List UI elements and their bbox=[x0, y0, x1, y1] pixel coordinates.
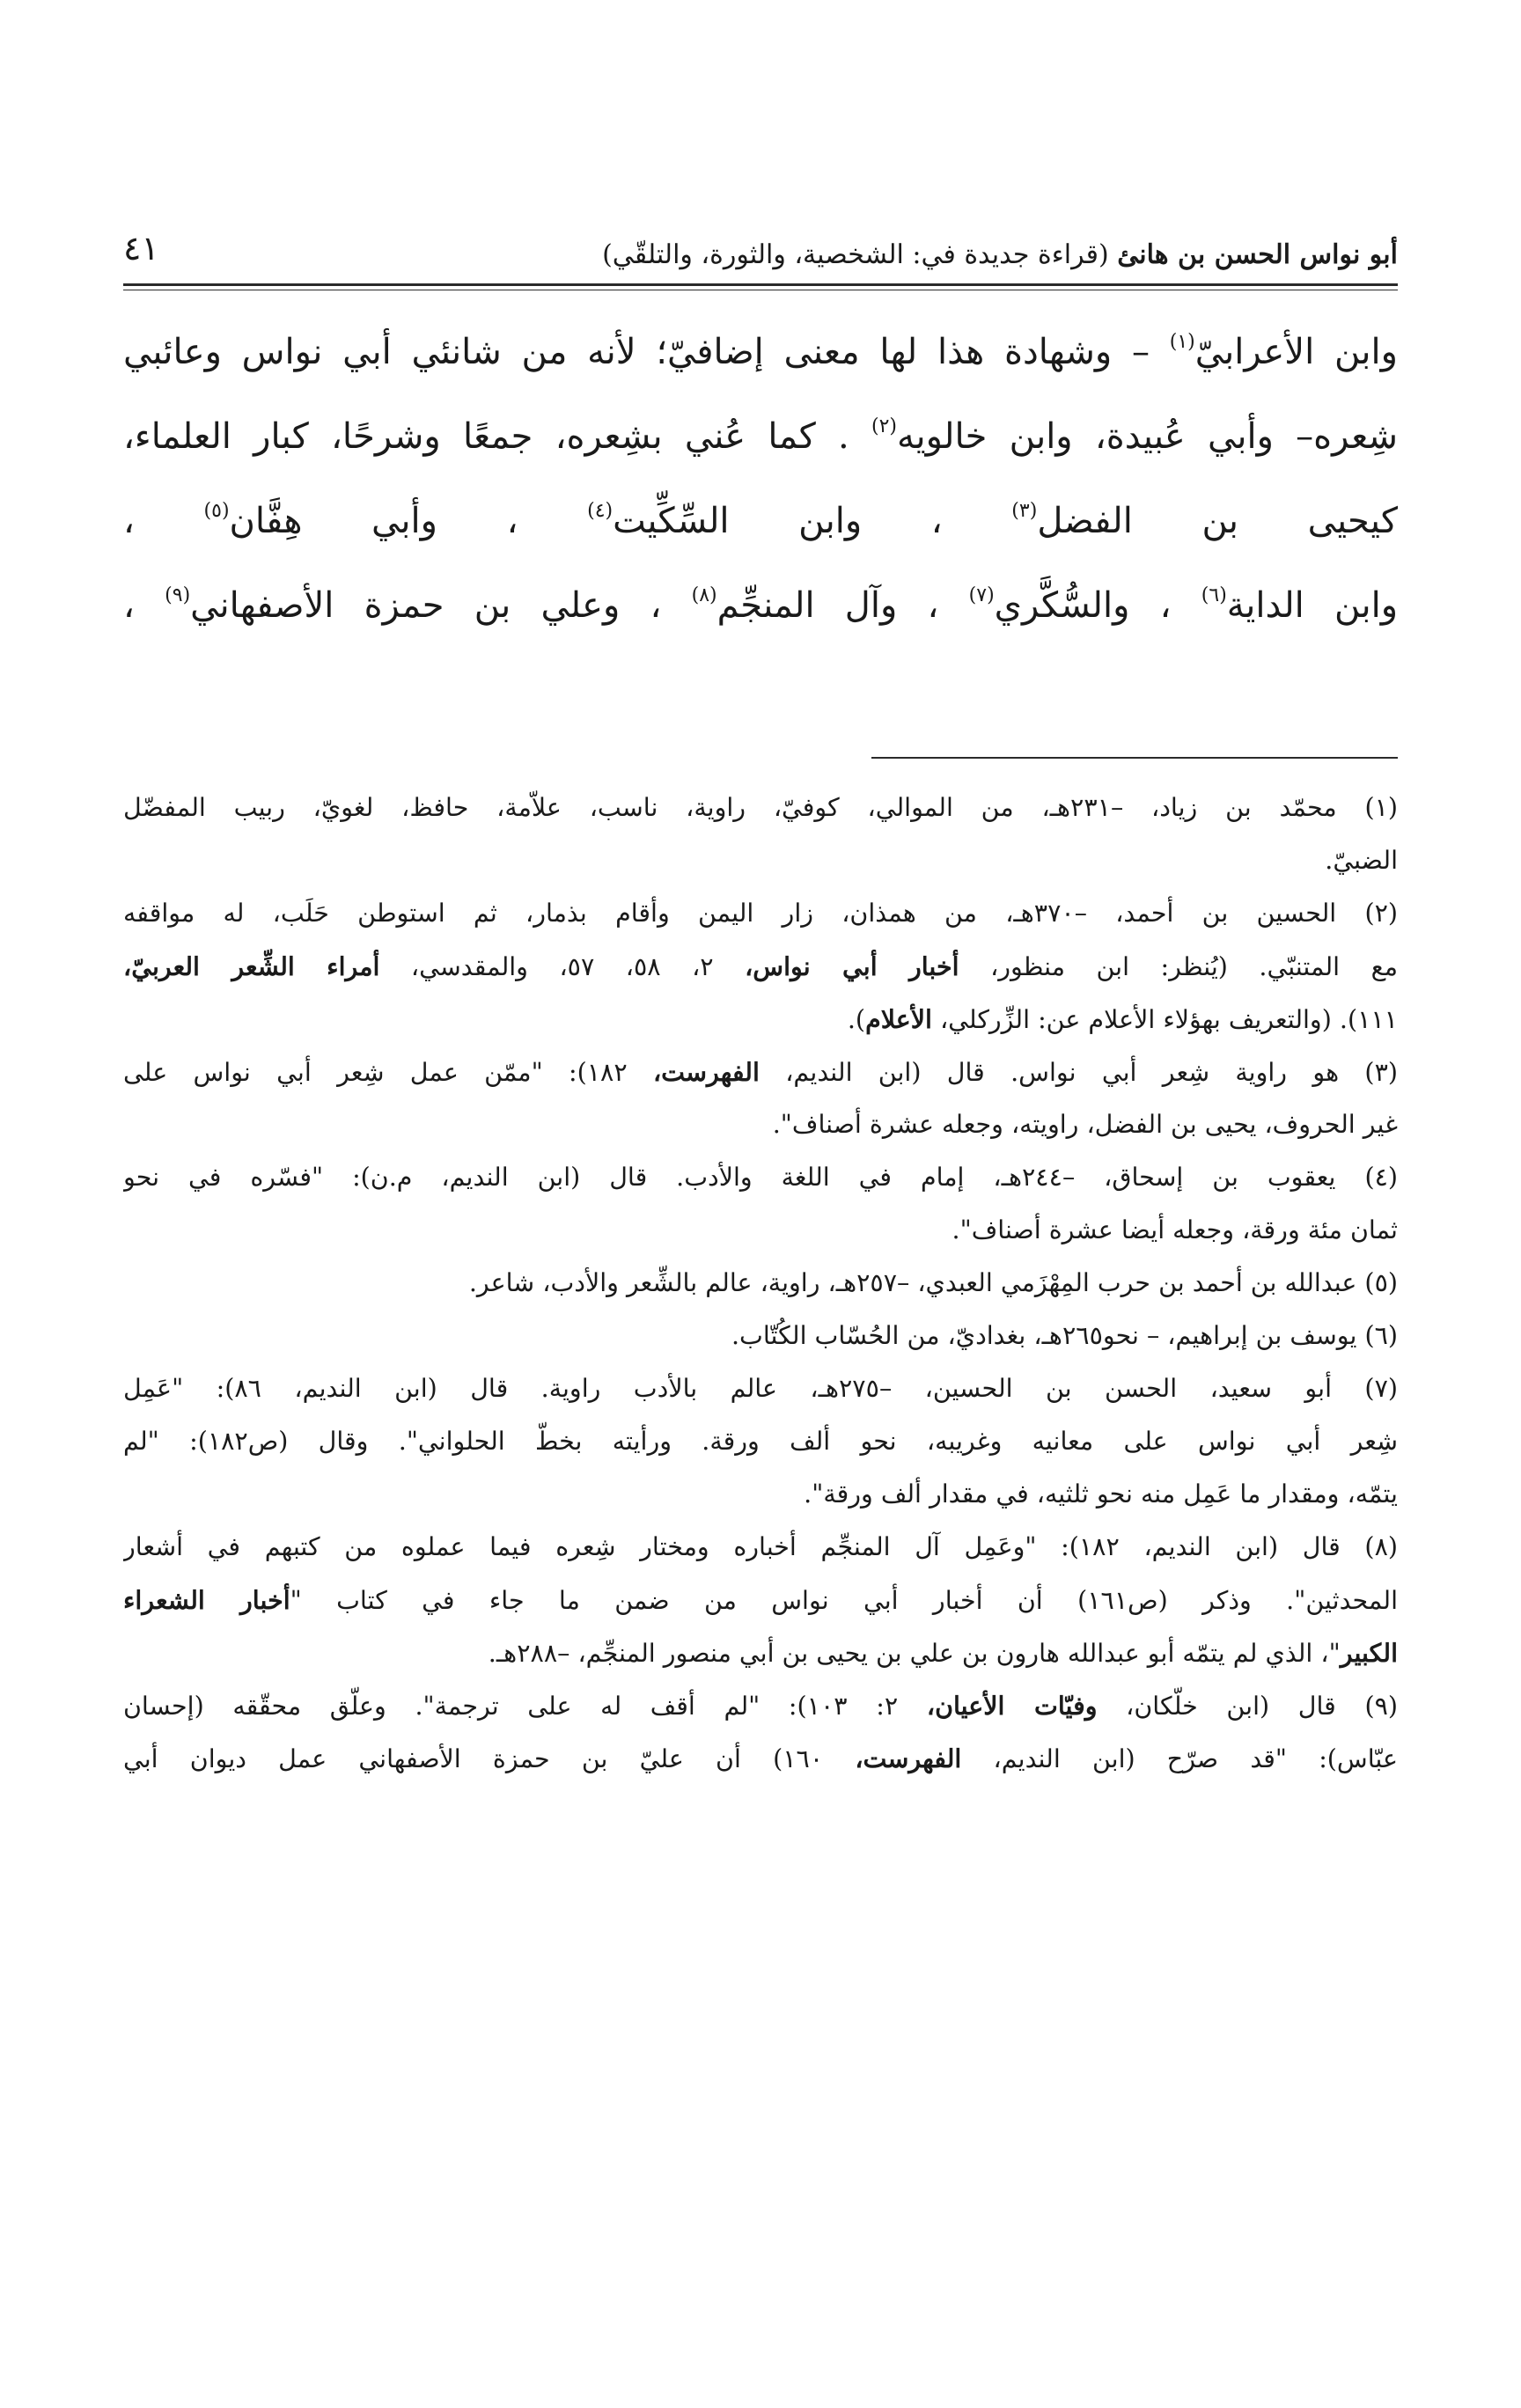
page-number: ٤١ bbox=[123, 229, 159, 268]
bold-book-title: الفهرست، bbox=[855, 1744, 962, 1773]
text-run: "، الذي لم يتمّه أبو عبدالله هارون بن علي بن يحيى بن أبي منصور المنجِّم، –٢٨٨هـ. bbox=[488, 1639, 1341, 1668]
text-run: ، bbox=[123, 585, 165, 626]
text-run: ، bbox=[123, 501, 204, 541]
footnote-marker: (٧) bbox=[968, 584, 995, 606]
bold-book-title: أخبار الشعراء bbox=[123, 1585, 290, 1615]
text-run: ، والسُّكَّري bbox=[994, 585, 1201, 626]
text-run: (٣) هو راوية شِعر أبي نواس. قال (ابن النديم، bbox=[759, 1058, 1398, 1087]
text-run: (٢) الحسين بن أحمد، –٣٧٠هـ، من همذان، زار اليمن وأقام بذمار، ثم استوطن حَلَب، له مواقفه bbox=[123, 899, 1398, 928]
header-title bbox=[602, 238, 1398, 273]
text-run: ثمان مئة ورقة، وجعله أيضا عشرة أصناف". bbox=[952, 1215, 1398, 1244]
footnote-line bbox=[123, 1626, 1398, 1679]
footnote-line bbox=[123, 1046, 1398, 1098]
footnote-line bbox=[123, 993, 1398, 1046]
text-run: شِعر أبي نواس على معانيه وغريبه، نحو ألف ورقة. ورأيته بخطّ الحلواني". وقال (ص١٨٢): "لم bbox=[123, 1427, 1398, 1456]
text-run: ، وابن السِّكِّيت bbox=[613, 501, 1012, 541]
text-run: (٨) قال (ابن النديم، ١٨٢): "وعَمِل آل المنجِّم أخباره ومختار شِعره فيما عملوه من كتبهم في أشعار bbox=[123, 1532, 1398, 1561]
bold-book-title: أمراء الشِّعر العربيّ، bbox=[123, 951, 380, 981]
text-run: . كما عُني بشِعره، جمعًا وشرحًا، كبار العلماء، bbox=[123, 416, 871, 457]
text-run: الضبيّ. bbox=[1325, 846, 1398, 875]
text-run: شِعره– وأبي عُبيدة، وابن خالويه bbox=[897, 416, 1398, 457]
text-run: ١٦٠) أن عليّ بن حمزة الأصفهاني عمل ديوان أبي bbox=[123, 1744, 856, 1773]
header-title-author: أبو نواس الحسن بن هانئ bbox=[1117, 239, 1398, 270]
footnote-line bbox=[123, 1732, 1398, 1785]
footnote-line bbox=[123, 1204, 1398, 1257]
text-run: غير الحروف، يحيى بن الفضل، راويته، وجعله عشرة أصناف". bbox=[772, 1110, 1398, 1139]
text-run: وابن الداية bbox=[1226, 585, 1398, 626]
footnote-marker: (٨) bbox=[691, 584, 717, 606]
bold-book-title: الفهرست، bbox=[652, 1057, 760, 1087]
footnote-line bbox=[123, 1574, 1398, 1626]
footnote-line bbox=[123, 887, 1398, 940]
footnote-marker: (١) bbox=[1169, 331, 1195, 353]
main-text-line bbox=[123, 394, 1398, 479]
text-run: عبّاس): "قد صرّح (ابن النديم، bbox=[961, 1744, 1398, 1773]
footnote-line bbox=[123, 1679, 1398, 1732]
text-run: ، وعلي بن حمزة الأصفهاني bbox=[190, 585, 692, 626]
text-run: ٢، ٥٨، ٥٧، والمقدسي، bbox=[379, 952, 746, 981]
bold-book-title: أخبار أبي نواس، bbox=[745, 951, 959, 981]
footnote-line bbox=[123, 1151, 1398, 1204]
footnote-line bbox=[123, 782, 1398, 834]
footnote-line bbox=[123, 1257, 1398, 1310]
text-run: ١١١). (والتعريف بهؤلاء الأعلام عن: الزِّركلي، bbox=[931, 1005, 1398, 1034]
text-run: وابن الأعرابيّ bbox=[1194, 332, 1398, 372]
footnote-line bbox=[123, 1098, 1398, 1151]
text-run: – وشهادة هذا لها معنى إضافيّ؛ لأنه من شانئي أبي نواس وعائبي bbox=[123, 332, 1170, 372]
header-double-rule bbox=[123, 283, 1398, 290]
text-run: ، وأبي هِفَّان bbox=[229, 501, 588, 541]
text-run: (١) محمّد بن زياد، –٢٣١هـ، من الموالي، كوفيّ، راوية، ناسب، علاّمة، حافظ، لغويّ، ربيب المفضّل bbox=[123, 793, 1398, 822]
footnote-line bbox=[123, 834, 1398, 887]
text-run: (٥) عبدالله بن أحمد بن حرب المِهْزَمي العبدي، –٢٥٧هـ، راوية، عالم بالشِّعر والأدب، شاعر. bbox=[468, 1268, 1398, 1297]
footnote-line bbox=[123, 1468, 1398, 1521]
text-run: (٦) يوسف بن إبراهيم، – نحو٢٦٥هـ، بغداديّ، من الحُسّاب الكُتّاب. bbox=[731, 1321, 1398, 1350]
text-run: (٩) قال (ابن خلّكان، bbox=[1097, 1692, 1398, 1721]
footnote-line bbox=[123, 1310, 1398, 1362]
footnote-separator bbox=[871, 757, 1398, 759]
text-run: ١٨٢): "ممّن عمل شِعر أبي نواس على bbox=[123, 1058, 653, 1087]
header-title-subtitle: (قراءة جديدة في: الشخصية، والثورة، والتلقّي) bbox=[602, 239, 1118, 270]
text-run: ). bbox=[847, 1005, 866, 1034]
bold-book-title: الأعلام bbox=[865, 1004, 932, 1034]
main-text-line bbox=[123, 563, 1398, 648]
text-run: ، وآل المنجِّم bbox=[716, 585, 969, 626]
footnote-line bbox=[123, 940, 1398, 993]
footnote-line bbox=[123, 1415, 1398, 1468]
main-text-line bbox=[123, 310, 1398, 394]
footnote-marker: (٦) bbox=[1201, 584, 1227, 606]
footnote-marker: (٣) bbox=[1011, 500, 1038, 522]
text-run: مع المتنبّي. (يُنظر: ابن منظور، bbox=[959, 952, 1398, 981]
footnote-line bbox=[123, 1521, 1398, 1574]
text-run: كيحيى بن الفضل bbox=[1037, 501, 1398, 541]
main-text-line bbox=[123, 479, 1398, 563]
text-run: ٢: ١٠٣): "لم أقف له على ترجمة". وعلّق محقّقه (إحسان bbox=[123, 1692, 927, 1721]
bold-book-title: وفيّات الأعيان، bbox=[926, 1691, 1098, 1721]
footnote-marker: (٢) bbox=[871, 415, 898, 437]
running-header bbox=[123, 227, 1398, 280]
text-run: يتمّه، ومقدار ما عَمِل منه نحو ثلثيه، في مقدار ألف ورقة". bbox=[804, 1479, 1398, 1509]
footnote-marker: (٤) bbox=[587, 500, 614, 522]
bold-book-title: الكبير bbox=[1340, 1638, 1398, 1668]
text-run: المحدثين". وذكر (ص١٦١) أن أخبار أبي نواس من ضمن ما جاء في كتاب " bbox=[290, 1586, 1398, 1615]
footnote-marker: (٥) bbox=[203, 500, 230, 522]
footnotes-block bbox=[123, 782, 1398, 1785]
main-text-block bbox=[123, 310, 1398, 648]
footnote-marker: (٩) bbox=[165, 584, 191, 606]
text-run: (٧) أبو سعيد، الحسن بن الحسين، –٢٧٥هـ، عالم بالأدب راوية. قال (ابن النديم، ٨٦): "عَمِل bbox=[123, 1374, 1398, 1403]
text-run: (٤) يعقوب بن إسحاق، –٢٤٤هـ، إمام في اللغة والأدب. قال (ابن النديم، م.ن): "فسّره في نحو bbox=[123, 1163, 1398, 1192]
footnote-line bbox=[123, 1362, 1398, 1415]
